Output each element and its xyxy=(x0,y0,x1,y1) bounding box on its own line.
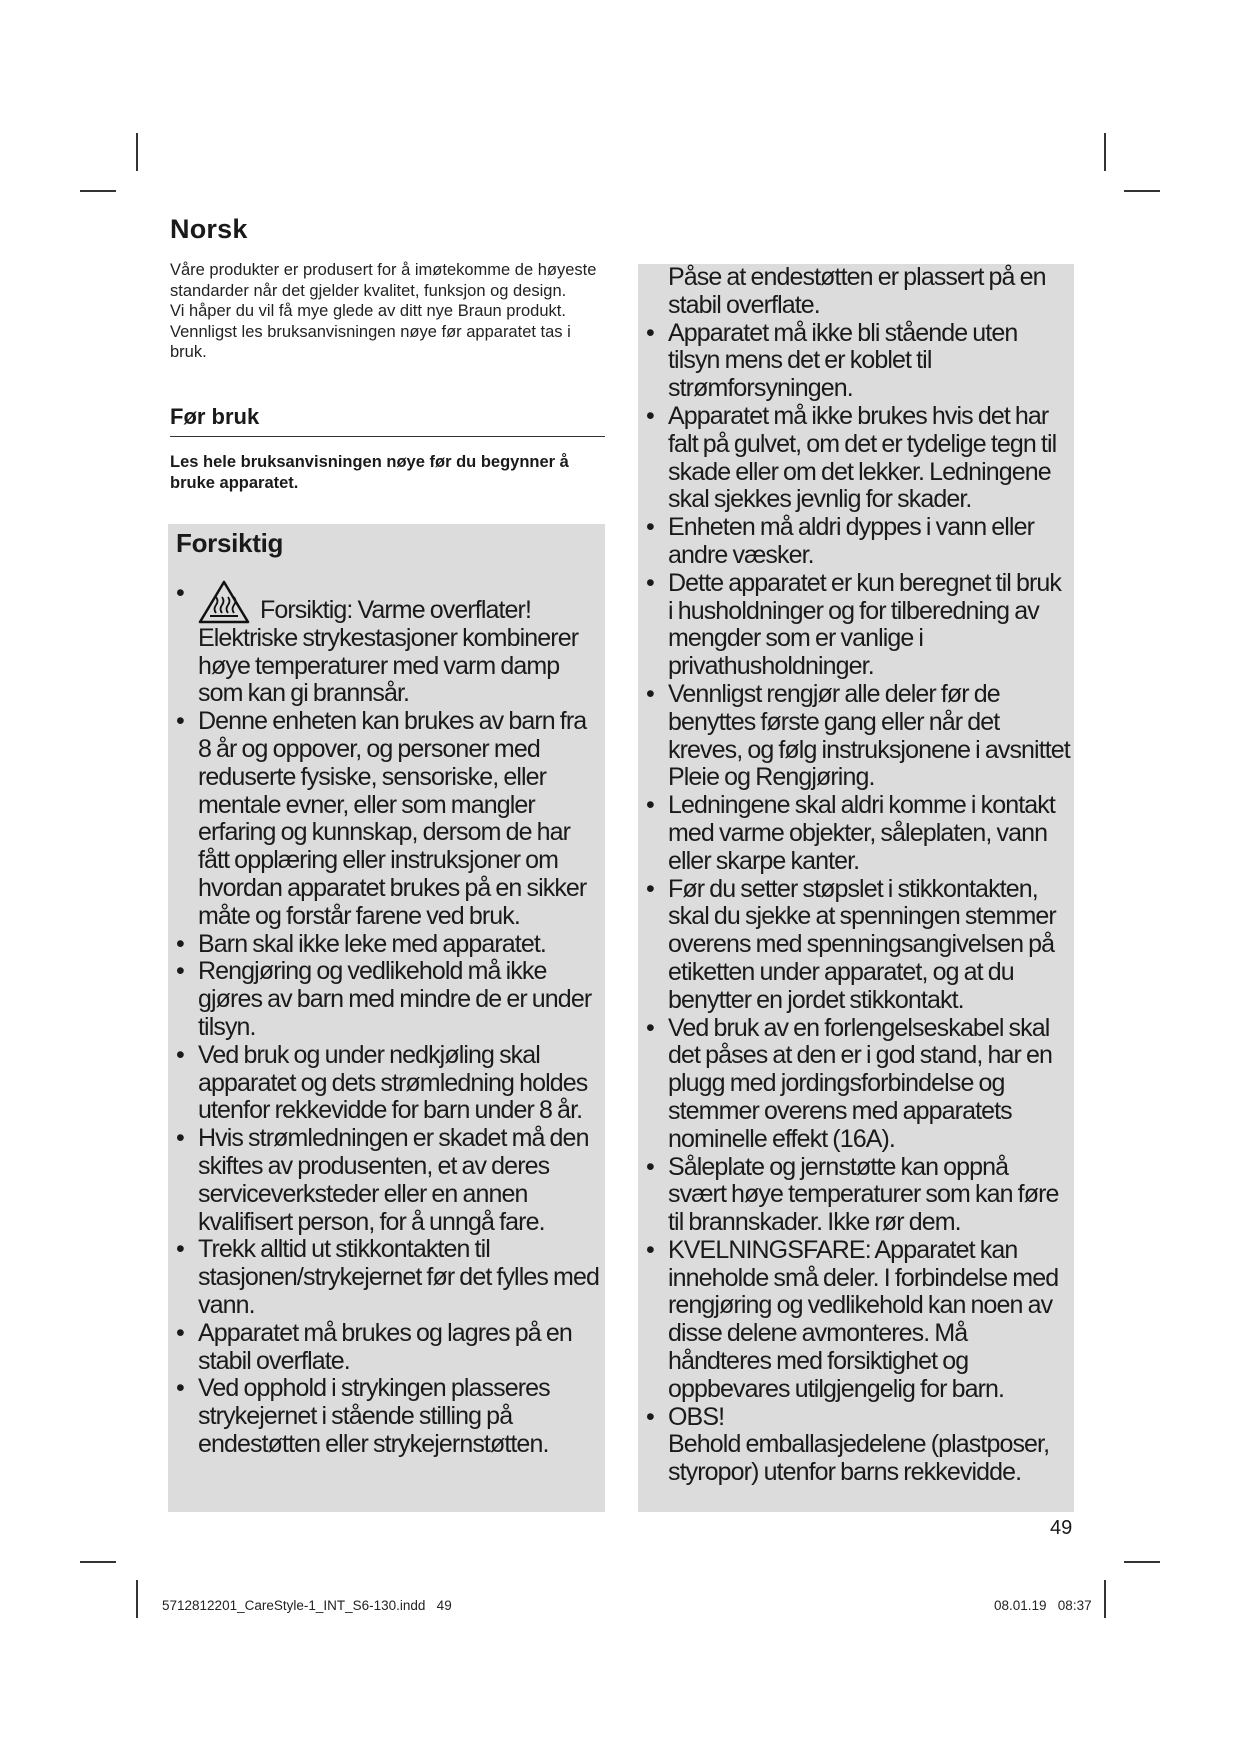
list-item: • Rengjøring og vedlikehold må ikke gjøres av barn med mindre de er under tilsyn. xyxy=(176,958,601,1041)
crop-mark-top-right-h xyxy=(1124,190,1160,192)
crop-mark-top-left-v xyxy=(136,133,138,171)
list-item: • Trekk alltid ut stikkontakten til stasjonen/strykejernet før det fylles med vann. xyxy=(176,1236,601,1319)
section-heading: Før bruk xyxy=(170,404,605,437)
list-item-text: Forsiktig: Varme overflater! Elektriske strykestasjoner kombinerer høye temperaturer med varm damp som kan gi brannsår. xyxy=(198,596,579,708)
footer-timestamp: 08.01.19 08:37 xyxy=(994,1598,1092,1613)
page-number: 49 xyxy=(1050,1517,1073,1539)
crop-mark-top-right-v xyxy=(1104,133,1106,171)
caution-title: Forsiktig xyxy=(176,528,284,558)
crop-mark-bottom-right-v xyxy=(1104,1580,1106,1618)
footer-file-info: 5712812201_CareStyle-1_INT_S6-130.indd 49 xyxy=(162,1598,452,1613)
caution-box-left xyxy=(168,524,605,1512)
list-item: • Denne enheten kan brukes av barn fra 8 år og oppover, og personer med reduserte fysiske, sensoriske, eller mentale evner, eller som mangler erfaring og kunnskap, dersom de har fått opplæring eller instruksjoner om hvordan apparatet brukes på en sikker måte og forstår farene ved bruk. xyxy=(176,708,601,930)
intro-paragraph: Våre produkter er produsert for å imøtekomme de høyeste standarder når det gjelder kvalitet, funksjon og design. xyxy=(170,261,597,300)
list-item: • Ledningene skal aldri komme i kontakt med varme objekter, såleplaten, vann eller skarpe kanter. xyxy=(646,792,1070,875)
language-title: Norsk xyxy=(170,214,248,244)
list-item: • KVELNINGSFARE: Apparatet kan inneholde små deler. I forbindelse med rengjøring og vedlikehold kan noen av disse delene avmonteres. Må håndteres med forsiktighet og oppbevares utilgjengelig for barn. xyxy=(646,1237,1070,1404)
intro-paragraph: Vi håper du vil få mye glede av ditt nye Braun produkt. Vennligst les bruksanvisningen nøye før apparatet tas i bruk. xyxy=(170,302,571,361)
list-item-continuation: Påse at endestøtten er plassert på en stabil overflate. xyxy=(668,263,1046,319)
list-item: • Såleplate og jernstøtte kan oppnå svært høye temperaturer som kan føre til brannskader. Ikke rør dem. xyxy=(646,1154,1070,1237)
caution-list-right xyxy=(646,264,1070,1487)
list-item: • Hvis strømledningen er skadet må den skiftes av produsenten, et av deres serviceverksteder eller en annen kvalifisert person, for å unngå fare. xyxy=(176,1125,601,1236)
list-item: • Apparatet må brukes og lagres på en stabil overflate. xyxy=(176,1320,601,1376)
list-item: • Apparatet må ikke brukes hvis det har falt på gulvet, om det er tydelige tegn til skade eller om det lekker. Ledningene skal sjekkes jevnlig for skader. xyxy=(646,403,1070,514)
crop-mark-top-left-h xyxy=(80,190,116,192)
crop-mark-bottom-right-h xyxy=(1124,1561,1160,1563)
list-item: • Ved bruk av en forlengelseskabel skal det påses at den er i god stand, har en plugg med jordingsforbindelse og stemmer overens med apparatets nominelle effekt (16A). xyxy=(646,1015,1070,1154)
intro-text xyxy=(170,260,610,363)
list-item xyxy=(176,580,601,708)
hot-surface-warning-icon xyxy=(198,580,250,624)
list-item: • Vennligst rengjør alle deler før de benyttes første gang eller når det kreves, og følg instruksjonene i avsnittet Pleie og Rengjøring. xyxy=(646,681,1070,792)
list-item-continuation: Behold emballasjedelene (plastposer, styropor) utenfor barns rekkevidde. xyxy=(668,1430,1050,1487)
caution-list-left xyxy=(176,580,601,1459)
lead-text: Les hele bruksanvisningen nøye før du begynner å bruke apparatet. xyxy=(170,453,569,492)
list-item: • Barn skal ikke leke med apparatet. xyxy=(176,931,601,959)
list-item: • Ved bruk og under nedkjøling skal apparatet og dets strømledning holdes utenfor rekkevidde for barn under 8 år. xyxy=(176,1042,601,1125)
list-item: • Apparatet må ikke bli stående uten tilsyn mens det er koblet til strømforsyningen. xyxy=(646,320,1070,403)
crop-mark-bottom-left-v xyxy=(136,1580,138,1618)
list-item: • Ved opphold i strykingen plasseres strykejernet i stående stilling på endestøtten eller strykejernstøtten. xyxy=(176,1375,601,1458)
list-item: • Dette apparatet er kun beregnet til bruk i husholdninger og for tilberedning av mengder som er vanlige i privathusholdninger. xyxy=(646,570,1070,681)
list-item: • Enheten må aldri dyppes i vann eller andre væsker. xyxy=(646,514,1070,570)
list-item: • Før du setter støpslet i stikkontakten, skal du sjekke at spenningen stemmer overens med spenningsangivelsen på etiketten under apparatet, og at du benytter en jordet stikkontakt. xyxy=(646,876,1070,1015)
caution-box-right xyxy=(638,264,1074,1512)
crop-mark-bottom-left-h xyxy=(80,1561,116,1563)
list-item: • OBS! xyxy=(646,1404,1070,1432)
